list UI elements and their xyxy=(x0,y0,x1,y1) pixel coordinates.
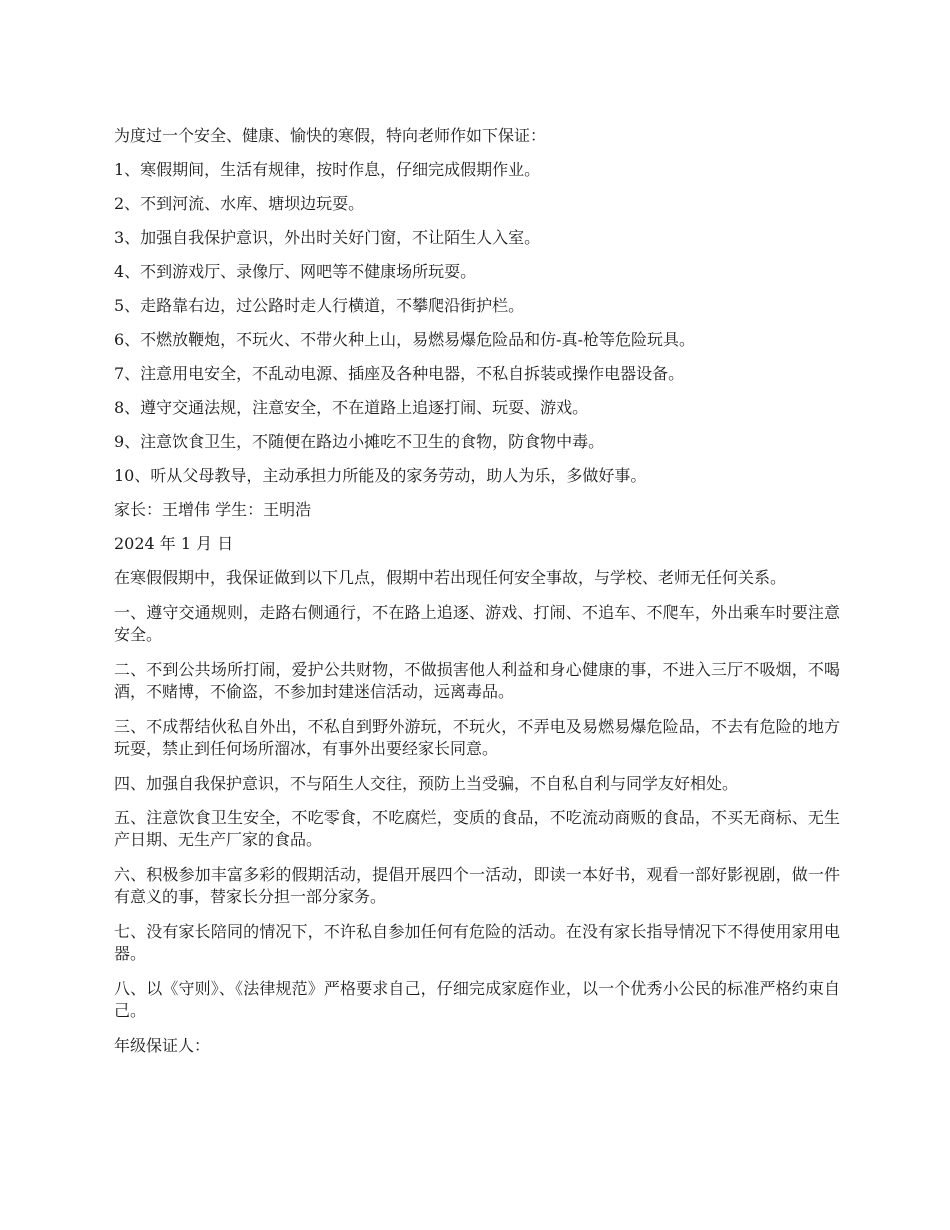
pledge-item-5: 5、走路靠右边，过公路时走人行横道，不攀爬沿街护栏。 xyxy=(114,296,525,315)
rule-item-2: 二、不到公共场所打闹，爱护公共财物，不做损害他人利益和身心健康的事，不进入三厅不吸烟，不喝酒，不赌博，不偷盗，不参加封建迷信活动，远离毒品。 xyxy=(114,660,840,701)
statement-paragraph: 在寒假假期中，我保证做到以下几点，假期中若出现任何安全事故，与学校、老师无任何关系。 xyxy=(114,568,787,587)
pledge-item-10: 10、听从父母教导，主动承担力所能及的家务劳动，助人为乐，多做好事。 xyxy=(114,466,647,485)
document-page xyxy=(114,125,840,1069)
guarantor-line: 年级保证人： xyxy=(114,1036,211,1055)
rule-item-3: 三、不成帮结伙私自外出，不私自到野外游玩，不玩火，不弄电及易燃易爆危险品，不去有危险的地方玩耍，禁止到任何场所溜冰，有事外出要经家长同意。 xyxy=(114,717,840,758)
pledge-item-8: 8、遵守交通法规，注意安全，不在道路上追逐打闹、玩耍、游戏。 xyxy=(114,398,589,417)
rule-item-8: 八、以《守则》、《法律规范》严格要求自己，仔细完成家庭作业，以一个优秀小公民的标准严格约束自己。 xyxy=(114,979,840,1020)
rule-item-5: 五、注意饮食卫生安全，不吃零食，不吃腐烂，变质的食品，不吃流动商贩的食品，不买无商标、无生产日期、无生产厂家的食品。 xyxy=(114,808,840,849)
rule-item-6: 六、积极参加丰富多彩的假期活动，提倡开展四个一活动，即读一本好书，观看一部好影视剧，做一件有意义的事，替家长分担一部分家务。 xyxy=(114,865,840,906)
pledge-item-3: 3、加强自我保护意识，外出时关好门窗，不让陌生人入室。 xyxy=(114,228,541,247)
pledge-item-7: 7、注意用电安全，不乱动电源、插座及各种电器，不私自拆装或操作电器设备。 xyxy=(114,364,685,383)
pledge-item-1: 1、寒假期间，生活有规律，按时作息，仔细完成假期作业。 xyxy=(114,160,541,179)
pledge-item-9: 9、注意饮食卫生，不随便在路边小摊吃不卫生的食物，防食物中毒。 xyxy=(114,432,605,451)
pledge-item-6: 6、不燃放鞭炮，不玩火、不带火种上山，易燃易爆危险品和仿-真-枪等危险玩具。 xyxy=(114,330,695,349)
pledge-item-2: 2、不到河流、水库、塘坝边玩耍。 xyxy=(114,194,365,213)
intro-paragraph: 为度过一个安全、健康、愉快的寒假，特向老师作如下保证： xyxy=(114,126,547,145)
signature-line: 家长：王增伟 学生：王明浩 xyxy=(114,500,312,519)
rule-item-4: 四、加强自我保护意识，不与陌生人交往，预防上当受骗，不自私自利与同学友好相处。 xyxy=(114,774,739,793)
rule-item-1: 一、遵守交通规则，走路右侧通行，不在路上追逐、游戏、打闹、不追车、不爬车，外出乘车时要注意安全。 xyxy=(114,603,840,644)
rule-item-7: 七、没有家长陪同的情况下，不许私自参加任何有危险的活动。在没有家长指导情况下不得使用家用电器。 xyxy=(114,922,840,963)
date-line: 2024 年 1 月 日 xyxy=(114,534,234,553)
pledge-item-4: 4、不到游戏厅、录像厅、网吧等不健康场所玩耍。 xyxy=(114,262,477,281)
